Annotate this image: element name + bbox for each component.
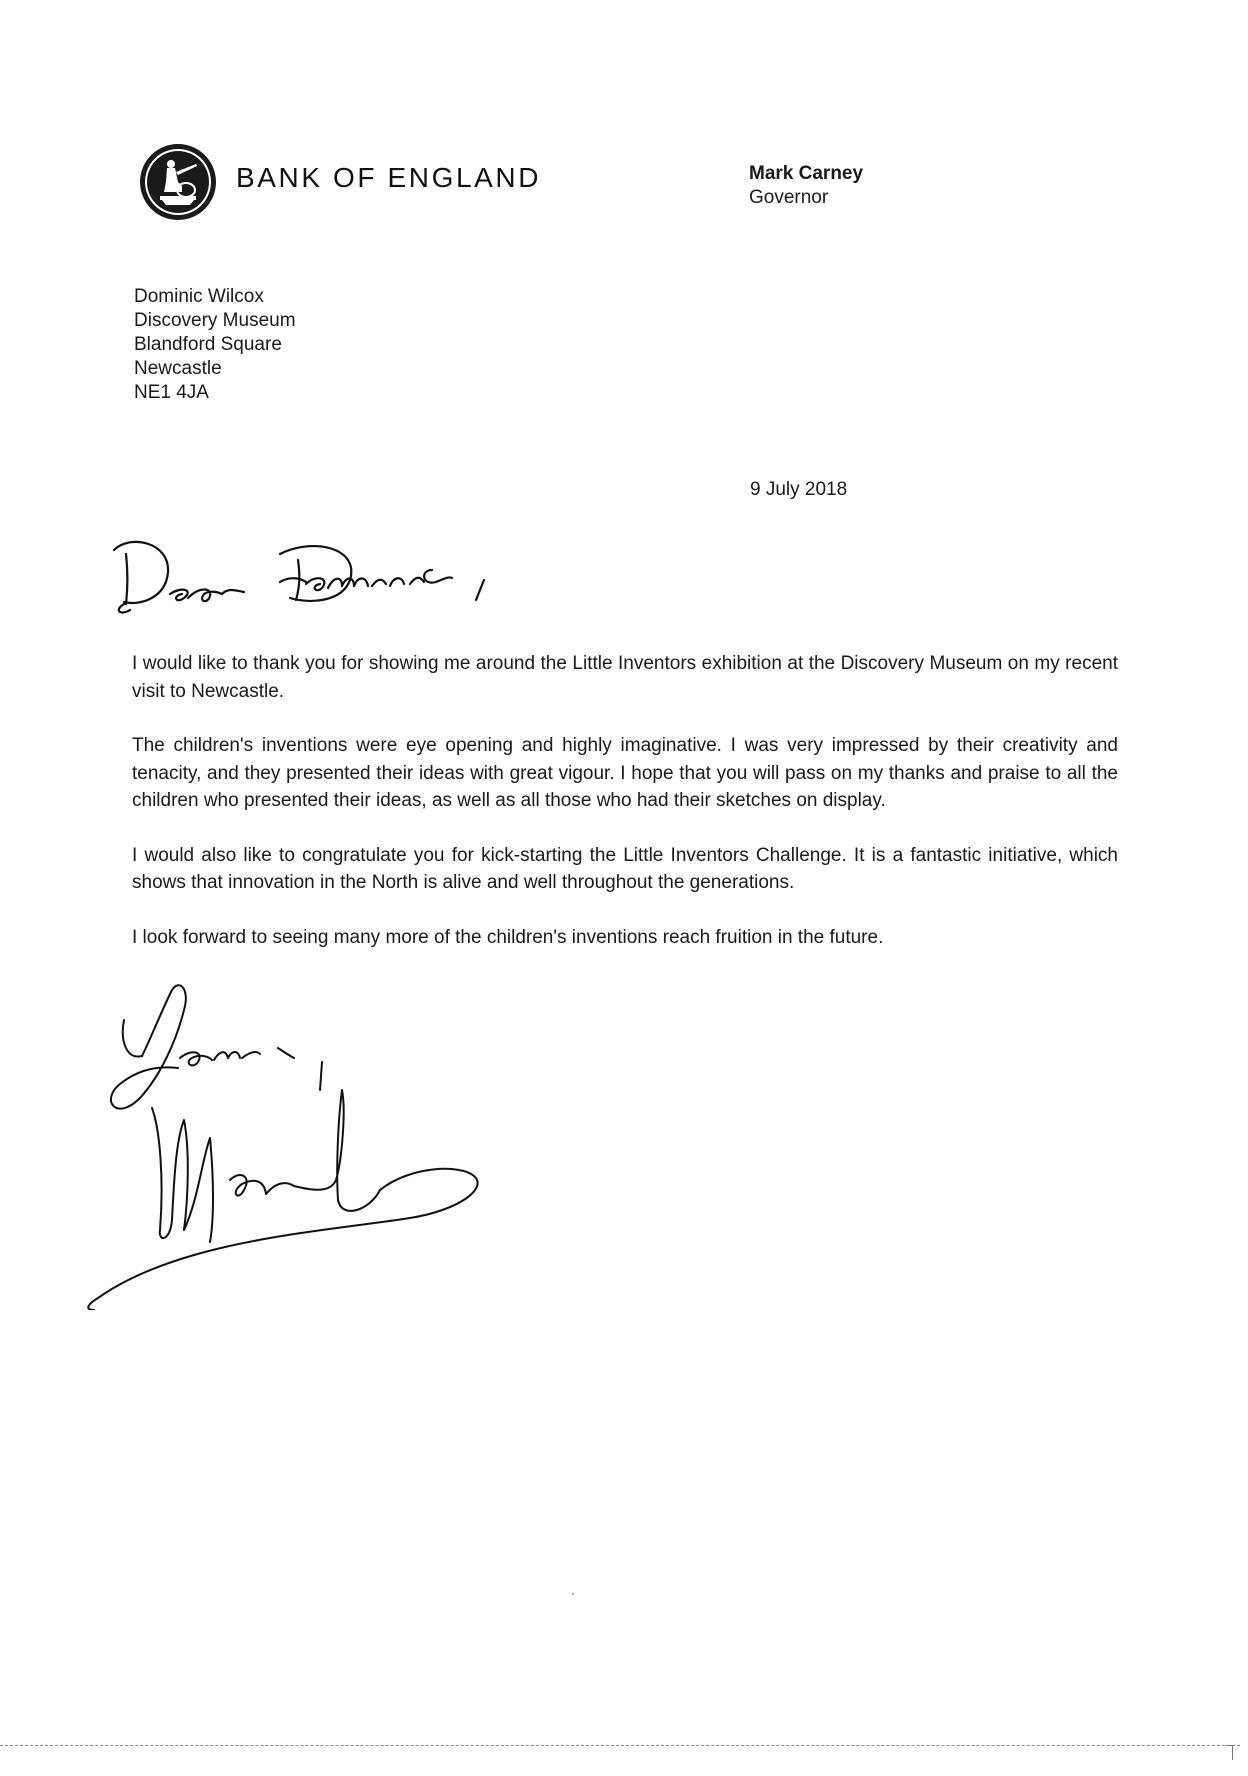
body-paragraph: I would like to thank you for showing me around the Little Inventors exhibition at the Discovery Museum on my recent visit to Newcastle.: [132, 653, 1118, 702]
sender-block: [749, 162, 863, 210]
address-line: Discovery Museum: [134, 310, 296, 331]
sender-name: Mark Carney: [749, 163, 864, 184]
body-paragraph: The children's inventions were eye opening and highly imaginative. I was very impressed by their creativity and tenacity, and they presented their ideas with great vigour. I hope that you will pass on my thanks and praise to all the children who presented their ideas, as well as all those who had their sketches on display.: [132, 735, 1118, 811]
letter-body: [132, 650, 1118, 978]
scan-edge-rule: [0, 1745, 1240, 1746]
scan-edge-mark: [1226, 1745, 1233, 1760]
organization-name: BANK OF ENGLAND: [236, 162, 542, 193]
sender-title: Governor: [749, 187, 829, 208]
letter-date: 9 July 2018: [750, 479, 848, 500]
body-paragraph: I would also like to congratulate you for kick-starting the Little Inventors Challenge. It is a fantastic initiative, which shows that innovation in the North is alive and well throughout the generations.: [132, 844, 1118, 893]
recipient-address: [134, 285, 296, 405]
handwritten-salutation: [110, 524, 580, 624]
address-line: NE1 4JA: [134, 382, 209, 403]
scan-speck: [572, 1593, 574, 1595]
handwritten-signature: [80, 980, 540, 1310]
address-line: Newcastle: [134, 358, 222, 379]
body-paragraph: I look forward to seeing many more of the children's inventions reach fruition in the future.: [132, 926, 884, 948]
address-line: Dominic Wilcox: [134, 286, 264, 307]
britannia-seal-icon: [138, 142, 218, 222]
address-line: Blandford Square: [134, 334, 282, 355]
